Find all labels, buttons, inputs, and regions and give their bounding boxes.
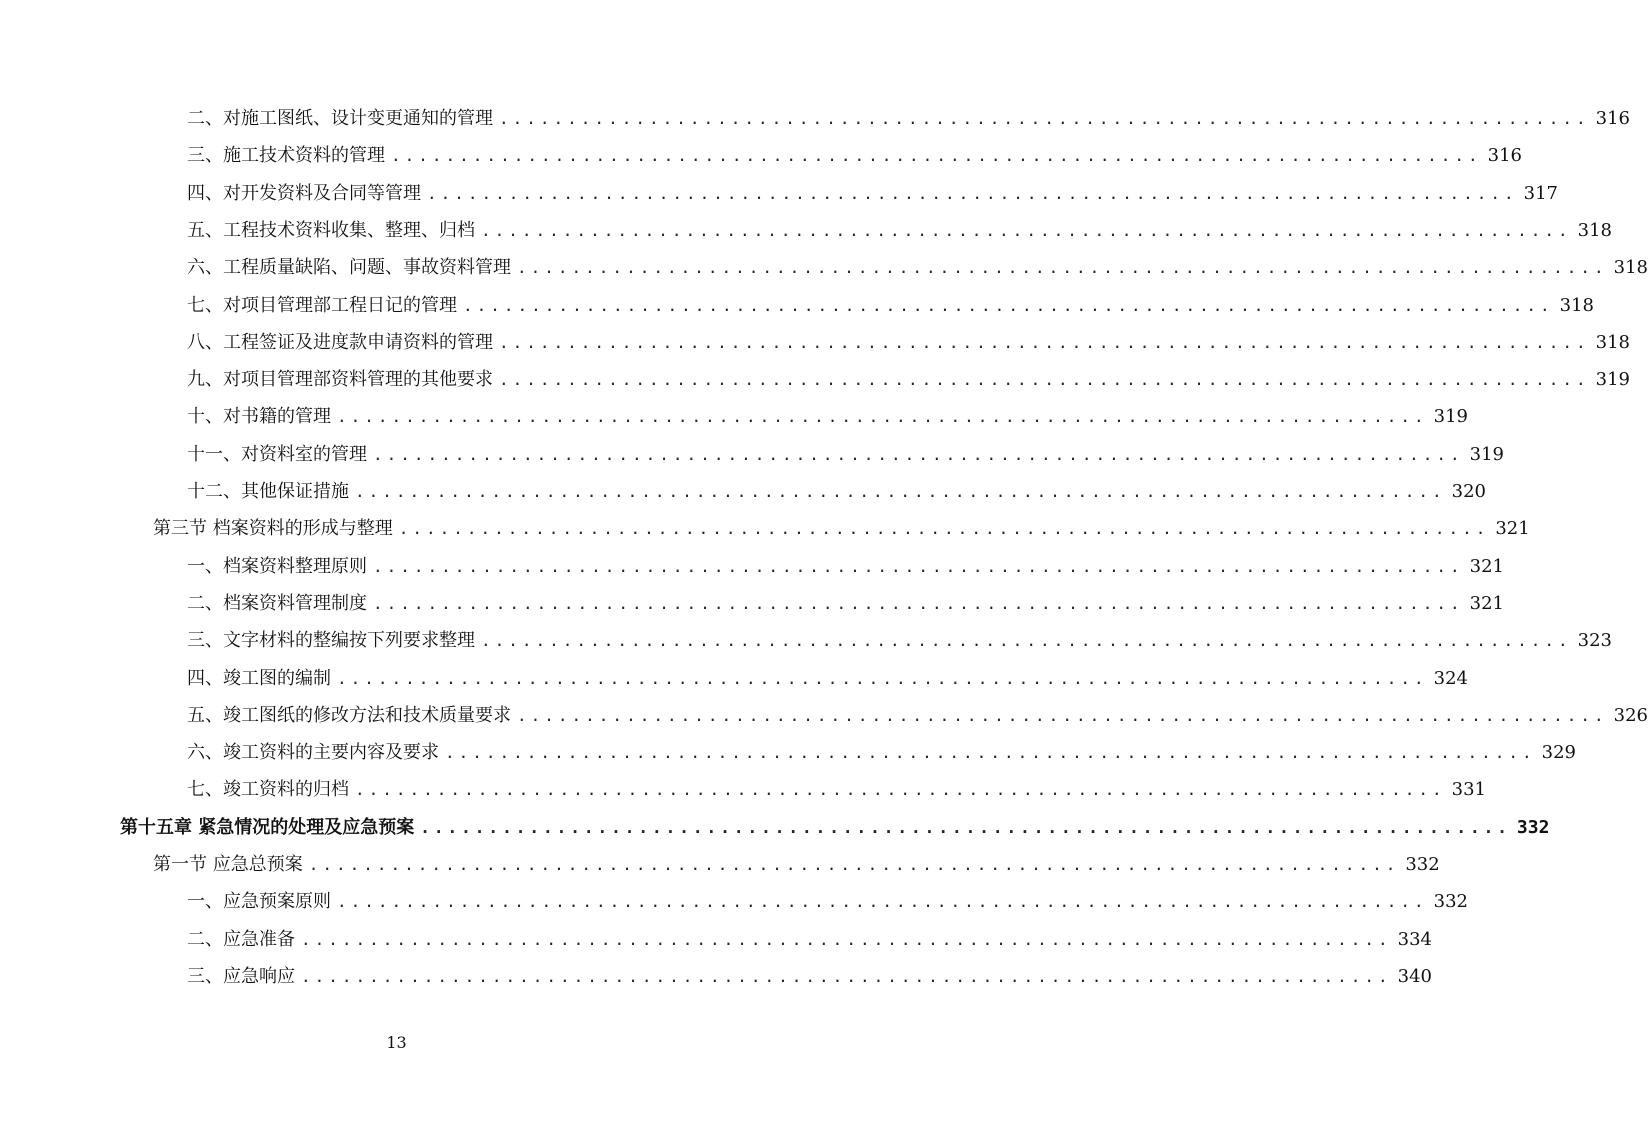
toc-entry-title: 三、文字材料的整编按下列要求整理: [187, 630, 475, 652]
dot-leader: ................................................................................: [337, 668, 1428, 688]
toc-entry[interactable]: [187, 630, 1612, 652]
dot-leader: ................................................................................: [373, 444, 1464, 464]
toc-entry[interactable]: [187, 667, 1468, 690]
toc-entry-title: 四、对开发资料及合同等管理: [187, 182, 421, 204]
dot-leader: ................................................................................: [373, 593, 1464, 613]
toc-entry[interactable]: [187, 145, 1522, 167]
toc-entry[interactable]: [187, 331, 1630, 354]
toc-entry[interactable]: [187, 742, 1576, 764]
toc-entry[interactable]: [187, 779, 1486, 801]
toc-entry[interactable]: [187, 928, 1432, 951]
dot-leader: ................................................................................: [481, 631, 1572, 651]
dot-leader: ................................................................................: [301, 966, 1392, 986]
toc-entry[interactable]: [187, 704, 1648, 727]
toc-entry-page: 318: [1613, 257, 1648, 279]
toc-entry-title: 五、工程技术资料收集、整理、归档: [187, 219, 475, 241]
toc-entry-title: 六、工程质量缺陷、问题、事故资料管理: [187, 257, 511, 279]
toc-entry[interactable]: [187, 443, 1504, 466]
toc-entry-page: 331: [1451, 779, 1486, 801]
toc-entry-title: 二、对施工图纸、设计变更通知的管理: [187, 108, 493, 129]
toc-entry-page: 323: [1577, 630, 1612, 652]
toc-entry-title: 七、竣工资料的归档: [187, 779, 349, 801]
dot-leader: ................................................................................: [499, 370, 1590, 390]
toc-entry-page: 321: [1469, 555, 1504, 577]
toc-entry[interactable]: [120, 816, 1550, 839]
toc-entry-page: 321: [1495, 518, 1530, 540]
toc-entry-title: 四、竣工图的编制: [187, 667, 331, 689]
toc-entry-title: 十一、对资料室的管理: [187, 443, 367, 465]
dot-leader: ................................................................................: [391, 146, 1482, 166]
dot-leader: ................................................................................: [463, 295, 1554, 315]
toc-entry-title: 五、竣工图纸的修改方法和技术质量要求: [187, 704, 511, 726]
toc-entry-page: 316: [1595, 108, 1630, 129]
toc-entry-title: 第三节 档案资料的形成与整理: [153, 518, 393, 540]
dot-leader: ................................................................................: [499, 332, 1590, 352]
dot-leader: ................................................................................: [481, 220, 1572, 240]
toc-entry-page: 332: [1405, 854, 1440, 875]
toc-entry-title: 八、工程签证及进度款申请资料的管理: [187, 331, 493, 353]
dot-leader: ................................................................................: [301, 929, 1392, 949]
toc-entry[interactable]: [187, 182, 1558, 205]
toc-entry-page: 334: [1397, 928, 1432, 950]
dot-leader: ................................................................................: [355, 482, 1446, 501]
toc-entry-page: 319: [1433, 406, 1468, 428]
toc-entry-page: 332: [1516, 816, 1550, 838]
toc-entry-title: 十二、其他保证措施: [187, 481, 349, 502]
toc-entry[interactable]: [187, 219, 1612, 242]
dot-leader: ................................................................................: [355, 780, 1446, 800]
toc-entry-page: 326: [1613, 704, 1648, 726]
toc-entry[interactable]: [187, 965, 1432, 988]
toc-entry-page: 340: [1397, 965, 1432, 987]
toc-entry-title: 一、应急预案原则: [187, 891, 331, 913]
dot-leader: ................................................................................: [398, 519, 1490, 539]
dot-leader: ................................................................................: [517, 705, 1608, 725]
dot-leader: ................................................................................: [337, 407, 1428, 427]
toc-entry-title: 第一节 应急总预案: [153, 854, 303, 875]
toc-entry[interactable]: [153, 854, 1440, 876]
toc-entry-title: 十、对书籍的管理: [187, 406, 331, 428]
toc-entry-page: 319: [1469, 443, 1504, 465]
toc-entry-page: 324: [1433, 667, 1468, 689]
toc-entry[interactable]: [187, 555, 1504, 578]
toc-entry-page: 332: [1433, 891, 1468, 913]
toc-entry-title: 三、应急响应: [187, 965, 295, 987]
dot-leader: ................................................................................: [420, 817, 1511, 837]
toc-entry-title: 六、竣工资料的主要内容及要求: [187, 742, 439, 764]
toc-entry[interactable]: [187, 294, 1594, 317]
dot-leader: ................................................................................: [373, 556, 1464, 576]
toc-entry-page: 321: [1469, 592, 1504, 614]
toc-entry-page: 317: [1523, 182, 1558, 204]
toc-entry[interactable]: [187, 257, 1648, 279]
toc-entry-title: 二、档案资料管理制度: [187, 592, 367, 614]
dot-leader: ................................................................................: [499, 109, 1590, 128]
toc-entry-title: 第十五章 紧急情况的处理及应急预案: [120, 816, 415, 838]
toc-entry-title: 二、应急准备: [187, 928, 295, 950]
dot-leader: ................................................................................: [517, 258, 1608, 278]
toc-entry-page: 329: [1541, 742, 1576, 764]
dot-leader: ................................................................................: [308, 855, 1400, 874]
toc-entry-page: 318: [1595, 331, 1630, 353]
toc-entry-title: 七、对项目管理部工程日记的管理: [187, 294, 457, 316]
toc-entry[interactable]: [153, 518, 1530, 540]
toc-entry-page: 320: [1451, 481, 1486, 502]
toc-entry[interactable]: [187, 406, 1468, 428]
toc-entry[interactable]: [187, 369, 1630, 391]
toc-entry[interactable]: [187, 108, 1630, 130]
dot-leader: ................................................................................: [445, 743, 1536, 763]
toc-entry-page: 318: [1577, 219, 1612, 241]
toc-entry[interactable]: [187, 891, 1468, 913]
toc-entry-page: 319: [1595, 369, 1630, 391]
toc-entry-title: 一、档案资料整理原则: [187, 555, 367, 577]
toc-entry-title: 九、对项目管理部资料管理的其他要求: [187, 369, 493, 391]
toc-entry[interactable]: [187, 481, 1486, 503]
dot-leader: ................................................................................: [427, 183, 1518, 203]
dot-leader: ................................................................................: [337, 892, 1428, 912]
toc-entry[interactable]: [187, 592, 1504, 615]
toc-entry-title: 三、施工技术资料的管理: [187, 145, 385, 167]
page-number: 13: [386, 1033, 407, 1052]
toc-entry-page: 316: [1487, 145, 1522, 167]
toc-entry-page: 318: [1559, 294, 1594, 316]
